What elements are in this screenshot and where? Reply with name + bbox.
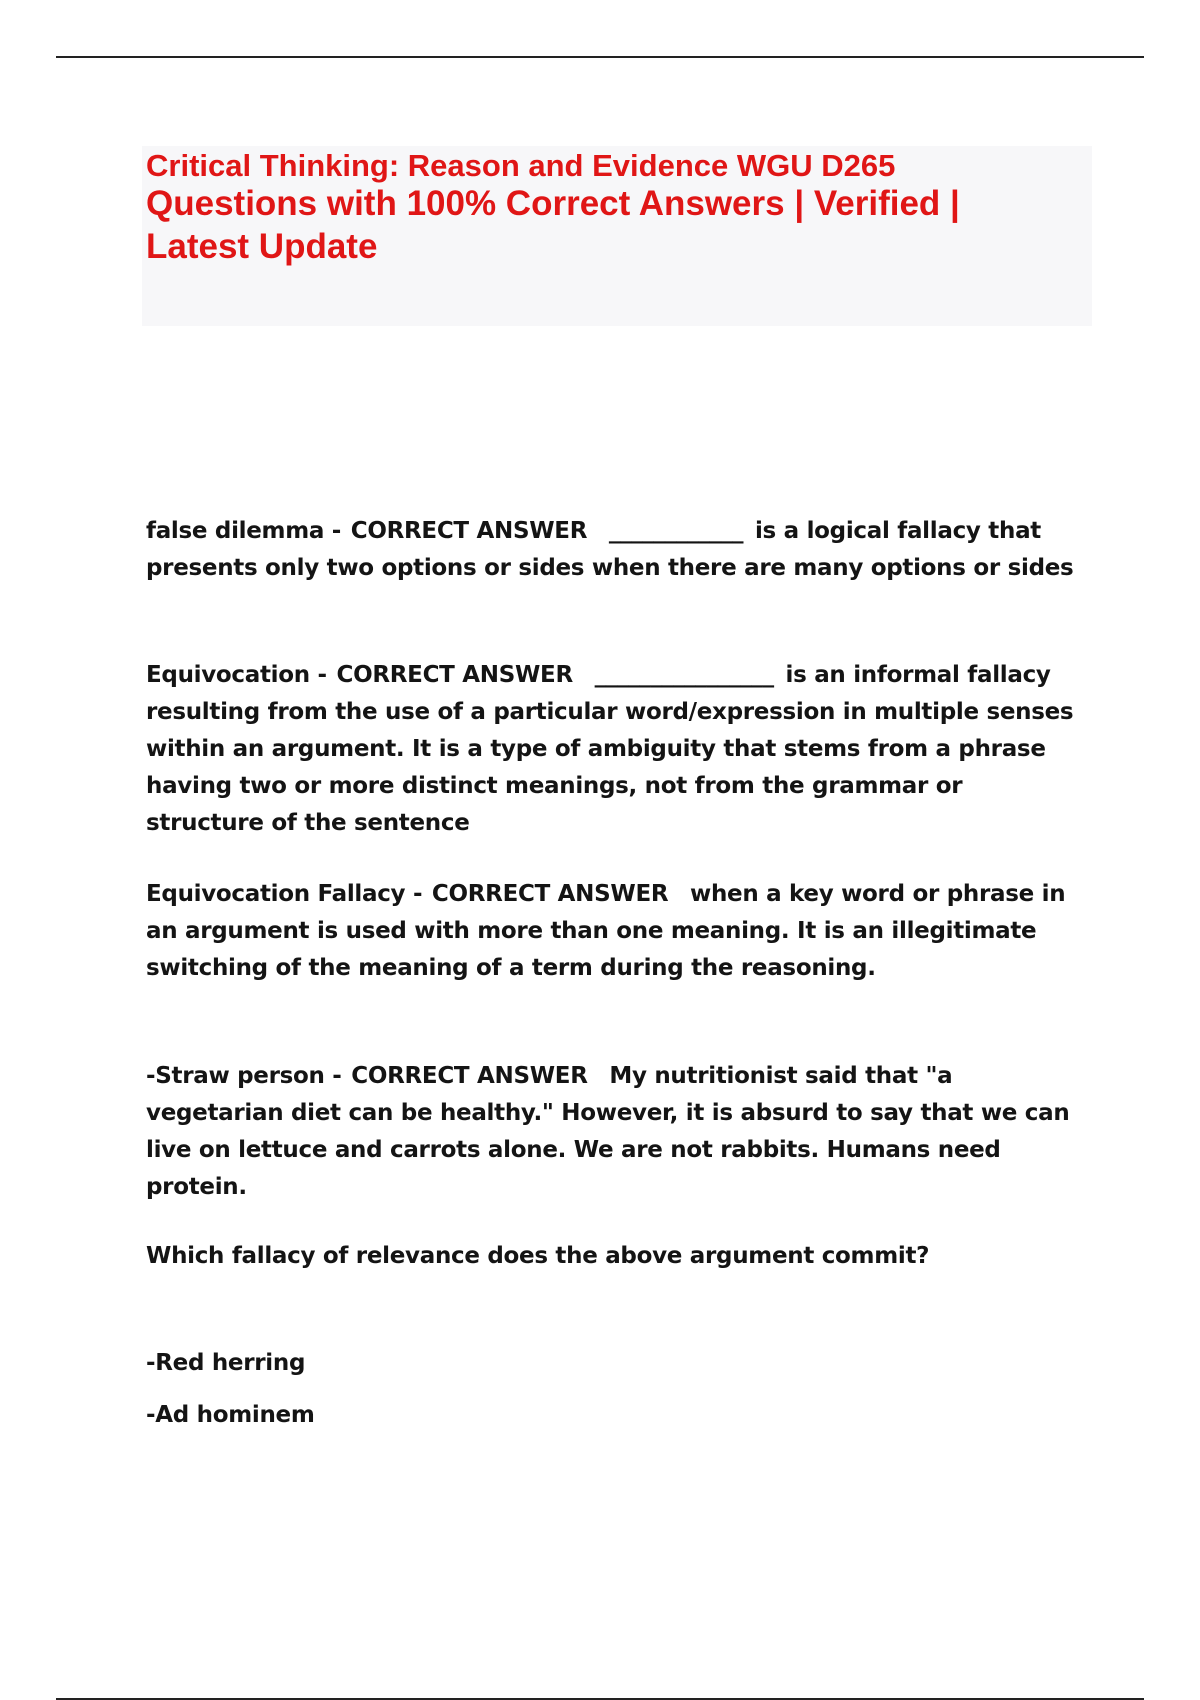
- correct-answer-label: CORRECT ANSWER: [336, 662, 573, 688]
- qa-entry-equivocation: [146, 657, 1086, 842]
- fill-in-blank: ____________: [608, 518, 744, 544]
- entry-term: Equivocation -: [146, 662, 327, 688]
- document-title-line2: Questions with 100% Correct Answers | Verified | Latest Update: [146, 184, 960, 266]
- qa-entry-straw-person: [146, 1058, 1086, 1206]
- correct-answer-label: CORRECT ANSWER: [351, 1063, 588, 1089]
- entry-definition: is an informal fallacy resulting from the use of a particular word/expression in multiple senses within an argument. It is a type of ambiguity that stems from a phrase having two or more distinct meanings, not from the grammar or structure of the sentence: [146, 662, 1074, 836]
- option-ad-hominem: -Ad hominem: [146, 1402, 315, 1428]
- entry-term: false dilemma -: [146, 518, 342, 544]
- qa-entry-equivocation-fallacy: [146, 876, 1086, 987]
- option-red-herring: -Red herring: [146, 1350, 306, 1376]
- question-text: Which fallacy of relevance does the above argument commit?: [146, 1243, 930, 1269]
- correct-answer-label: CORRECT ANSWER: [350, 518, 588, 544]
- entry-term: Equivocation Fallacy -: [146, 881, 423, 907]
- entry-definition: is a logical fallacy that presents only two options or sides when there are many options or sides: [146, 518, 1074, 581]
- title-banner: [142, 146, 1092, 326]
- correct-answer-label: CORRECT ANSWER: [431, 881, 669, 907]
- qa-entry-false-dilemma: [146, 513, 1086, 587]
- fill-in-blank: ________________: [594, 662, 774, 688]
- document-title-line1: Critical Thinking: Reason and Evidence WGU D265: [146, 148, 896, 183]
- top-rule: [56, 56, 1144, 58]
- entry-definition: when a key word or phrase in an argument is used with more than one meaning. It is an illegitimate switching of the meaning of a term during the reasoning.: [146, 881, 1066, 981]
- entry-term: -Straw person -: [146, 1063, 342, 1089]
- entry-definition: My nutritionist said that "a vegetarian diet can be healthy." However, it is absurd to say that we can live on lettuce and carrots alone. We are not rabbits. Humans need protein.: [146, 1063, 1070, 1200]
